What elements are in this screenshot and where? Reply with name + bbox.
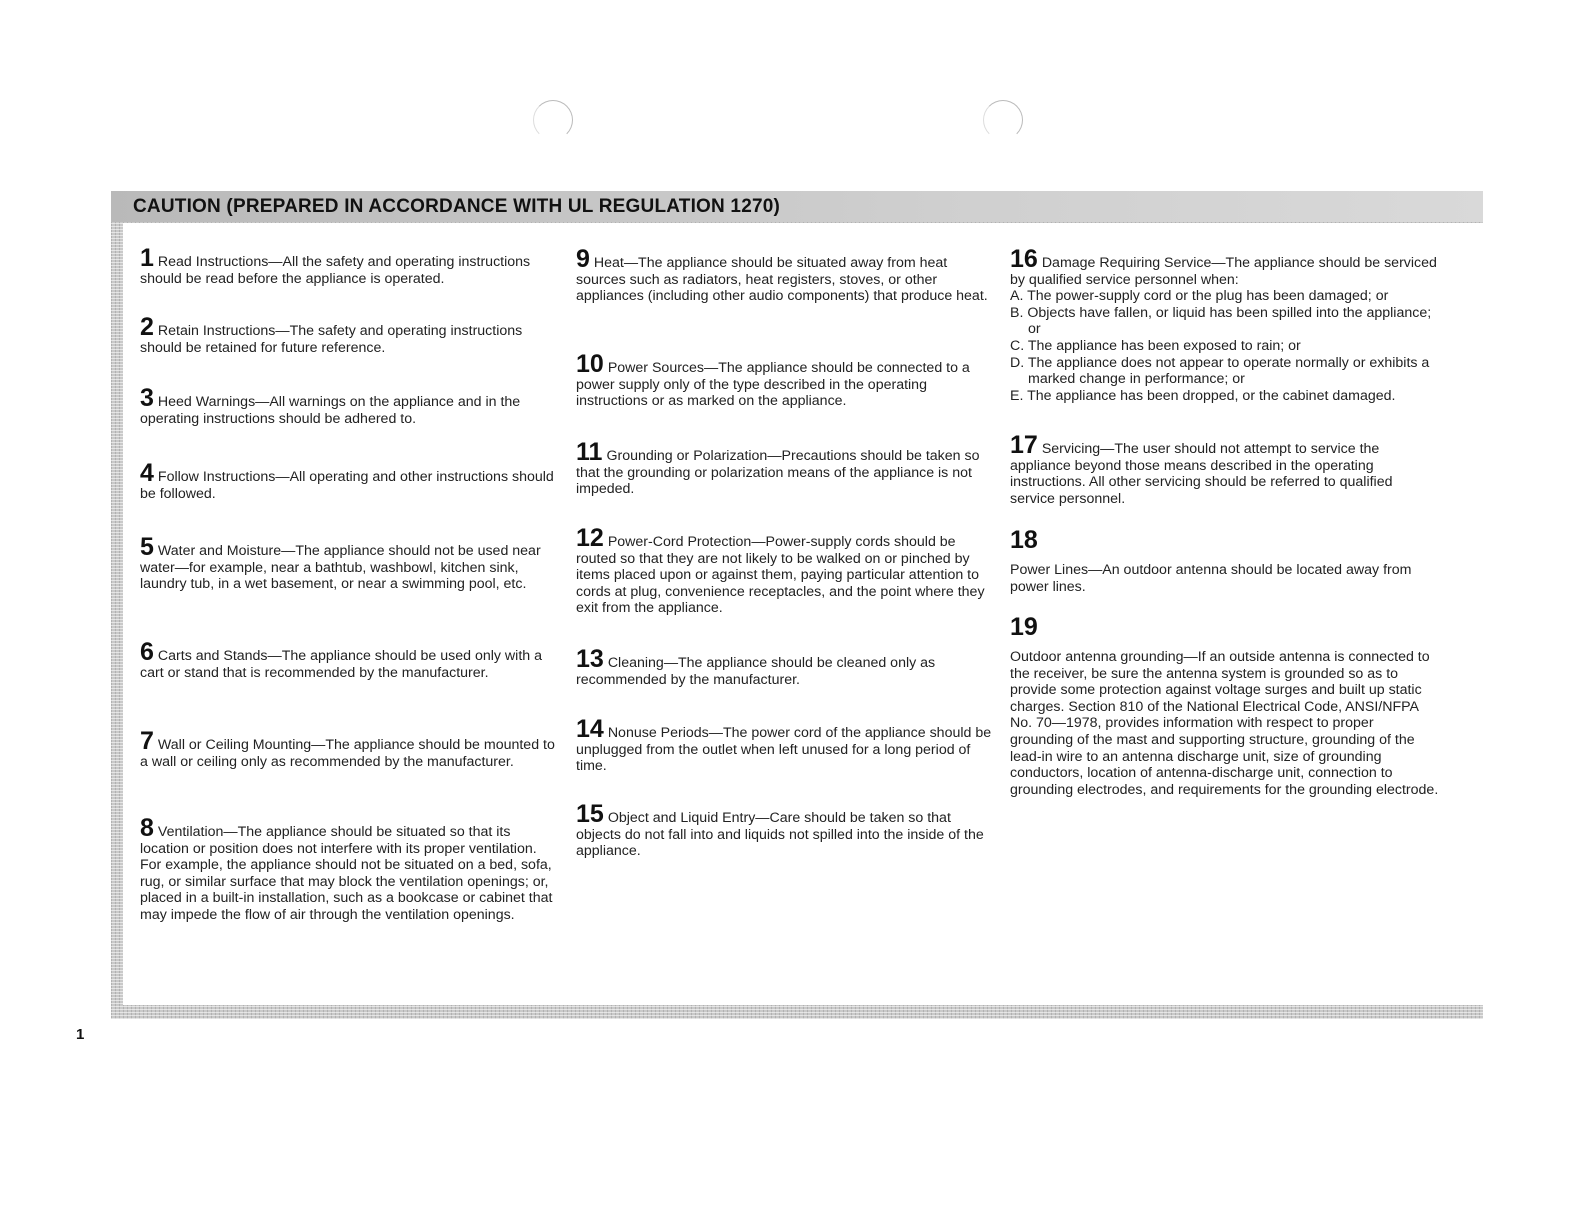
item-text: Retain Instructions—The safety and operating instructions should be retained for future reference. xyxy=(140,323,523,356)
item-text: Cleaning—The appliance should be cleaned only as recommended by the manufacturer. xyxy=(576,655,936,688)
item-number: 19 xyxy=(1010,613,1038,641)
caution-item xyxy=(140,384,560,427)
caution-item xyxy=(576,715,996,775)
item-number: 8 xyxy=(140,814,154,842)
item-text: Follow Instructions—All operating and other instructions should be followed. xyxy=(140,469,554,502)
caution-panel xyxy=(111,191,1483,1019)
caution-item xyxy=(140,814,560,924)
caution-item xyxy=(1010,528,1440,595)
item-text: Servicing—The user should not attempt to service the appliance beyond those means described in the operating instructions. All other servicing should be referred to qualified service personnel. xyxy=(1010,441,1393,507)
item-number: 12 xyxy=(576,524,604,552)
list-item: E. The appliance has been dropped, or the cabinet damaged. xyxy=(1010,387,1396,404)
item-text: Carts and Stands—The appliance should be used only with a cart or stand that is recommended by the manufacturer. xyxy=(140,648,542,681)
item-number: 9 xyxy=(576,245,590,273)
item-text: Outdoor antenna grounding—If an outside antenna is connected to the receiver, be sure the antenna system is grounded so as to provide some protection against voltage surges and built up static charges. Section 810 of the National Electrical Code, ANSI/NFPA No. 70—1978, provides information with respect to proper grounding of the mast and supporting structure, grounding of the lead-in wire to an antenna discharge unit, size of grounding conductors, location of antenna-discharge unit, connection to grounding electrodes, and requirements for the grounding electrode. xyxy=(1010,649,1439,798)
caution-item xyxy=(576,350,996,410)
item-text: Grounding or Polarization—Precautions should be taken so that the grounding or polarization means of the appliance is not impeded. xyxy=(576,448,980,498)
caution-item xyxy=(1010,431,1440,507)
item-number: 7 xyxy=(140,727,154,755)
item-number: 16 xyxy=(1010,245,1038,273)
service-conditions-list xyxy=(1010,288,1440,404)
caution-header: CAUTION (PREPARED IN ACCORDANCE WITH UL REGULATION 1270) xyxy=(111,191,1483,222)
item-number: 2 xyxy=(140,313,154,341)
item-number: 14 xyxy=(576,715,604,743)
item-text: Heed Warnings—All warnings on the appliance and in the operating instructions should be adhered to. xyxy=(140,394,521,427)
item-number: 1 xyxy=(140,244,154,272)
item-text: Power Lines—An outdoor antenna should be located away from power lines. xyxy=(1010,562,1412,595)
caution-item xyxy=(140,244,560,287)
caution-item xyxy=(576,524,996,617)
caution-item xyxy=(576,645,996,688)
page-number: 1 xyxy=(76,1026,85,1043)
caution-body xyxy=(123,223,1483,1005)
item-text: Water and Moisture—The appliance should not be used near water—for example, near a bathtub, washbowl, kitchen sink, laundry tub, in a wet basement, or near a swimming pool, etc. xyxy=(140,543,541,593)
caution-item xyxy=(576,438,996,498)
caution-item xyxy=(140,727,560,770)
item-number: 3 xyxy=(140,384,154,412)
caution-item xyxy=(1010,615,1440,798)
item-number: 4 xyxy=(140,459,154,487)
caution-item xyxy=(1010,245,1440,404)
item-text: Heat—The appliance should be situated away from heat sources such as radiators, heat registers, stoves, or other appliances (including other audio components) that produce heat. xyxy=(576,255,988,305)
list-item: A. The power-supply cord or the plug has been damaged; or xyxy=(1010,288,1389,305)
item-number: 15 xyxy=(576,800,604,828)
caution-item xyxy=(140,459,560,502)
item-number: 5 xyxy=(140,533,154,561)
item-number: 17 xyxy=(1010,431,1038,459)
list-item: D. The appliance does not appear to operate normally or exhibits a marked change in performance; or xyxy=(1010,354,1430,388)
punch-hole-left xyxy=(533,100,573,140)
item-text: Read Instructions—All the safety and operating instructions should be read before the appliance is operated. xyxy=(140,254,531,287)
item-number: 10 xyxy=(576,350,604,378)
punch-hole-right xyxy=(983,100,1023,140)
item-text: Object and Liquid Entry—Care should be taken so that objects do not fall into and liquids not spilled into the inside of the appliance. xyxy=(576,810,984,860)
caution-item xyxy=(576,245,996,305)
list-item: B. Objects have fallen, or liquid has been spilled into the appliance; or xyxy=(1010,304,1432,338)
item-text: Damage Requiring Service—The appliance should be serviced by qualified service personnel when: xyxy=(1010,255,1437,288)
item-text: Power Sources—The appliance should be connected to a power supply only of the type described in the operating instructions or as marked on the appliance. xyxy=(576,360,970,410)
caution-item xyxy=(140,313,560,356)
item-number: 6 xyxy=(140,638,154,666)
item-text: Wall or Ceiling Mounting—The appliance should be mounted to a wall or ceiling only as recommended by the manufacturer. xyxy=(140,737,555,770)
item-text: Power-Cord Protection—Power-supply cords should be routed so that they are not likely to be walked on or pinched by items placed upon or against them, paying particular attention to cords at plug, convenience receptacles, and the point where they exit from the appliance. xyxy=(576,534,985,617)
item-number: 18 xyxy=(1010,526,1038,554)
item-number: 11 xyxy=(576,438,603,466)
item-text: Nonuse Periods—The power cord of the appliance should be unplugged from the outlet when left unused for a long period of time. xyxy=(576,725,992,775)
caution-item xyxy=(140,638,560,681)
list-item: C. The appliance has been exposed to rain; or xyxy=(1010,337,1301,354)
item-number: 13 xyxy=(576,645,604,673)
caution-item xyxy=(576,800,996,860)
caution-item xyxy=(140,533,560,593)
item-text: Ventilation—The appliance should be situated so that its location or position does not interfere with its proper ventilation. For example, the appliance should not be situated on a bed, sofa, rug, or similar surface that may block the ventilation openings; or, placed in a built-in installation, such as a bookcase or cabinet that may impede the flow of air through the ventilation openings. xyxy=(140,824,553,923)
